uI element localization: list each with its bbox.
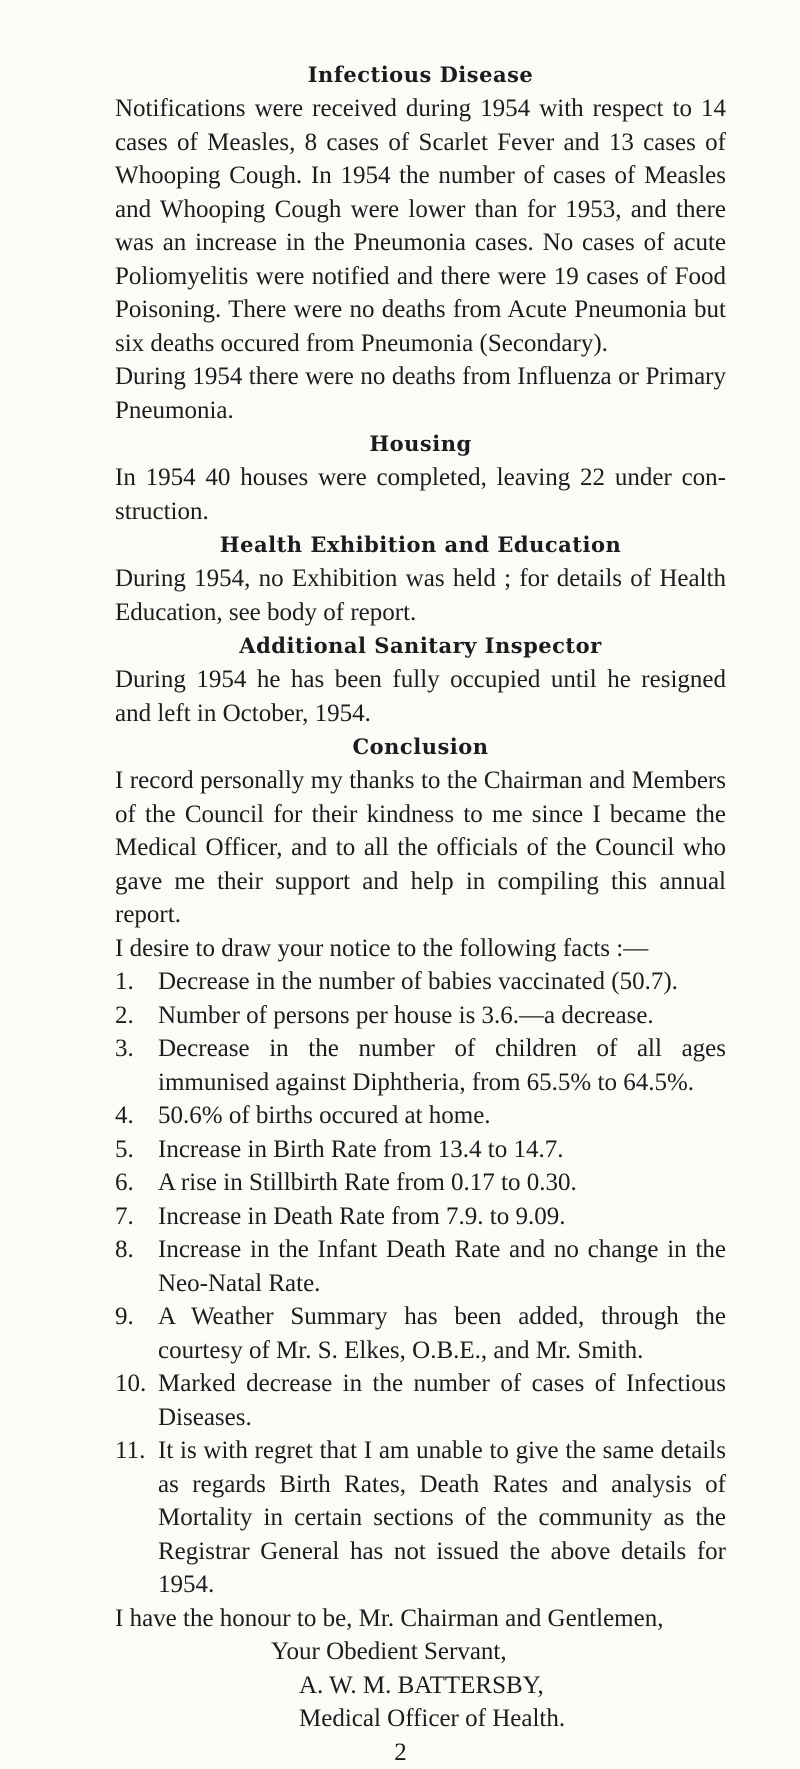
heading-sanitary-inspector: Additional Sanitary Inspector [115, 629, 726, 663]
list-item [115, 1133, 726, 1167]
heading-conclusion: Conclusion [115, 730, 726, 764]
signature-title: Medical Officer of Health. [299, 1702, 726, 1736]
list-item-text: Decrease in the number of babies vaccinated (50.7). [158, 965, 726, 999]
list-item-text: Increase in Death Rate from 7.9. to 9.09. [158, 1200, 726, 1234]
list-item [115, 1233, 726, 1300]
paragraph-sanitary-inspector: During 1954 he has been fully occupied until he resigned and left in October, 1954. [115, 663, 726, 730]
list-item-text: Increase in the Infant Death Rate and no change in the Neo-Natal Rate. [158, 1233, 726, 1300]
list-item-number: 1. [115, 965, 158, 999]
list-item [115, 1367, 726, 1434]
list-item-text: Decrease in the number of children of all ages immunised against Diphtheria, from 65.5% to 64.5%. [158, 1032, 726, 1099]
paragraph-infectious-1: Notifications were received during 1954 with respect to 14 cases of Measles, 8 cases of Scarlet Fever and 13 cases of Whooping Cough. In 1954 the number of cases of Measles and Whooping Cough were lower than for 1953, and there was an increase in the Pneumonia cases. No cases of acute Poliomyelitis were notified and there were 19 cases of Food Poisoning. There were no deaths from Acute Pneumonia but six deaths occured from Pneumonia (Secondary). [115, 92, 726, 360]
list-item-number: 4. [115, 1099, 158, 1133]
heading-health-exhibition: Health Exhibition and Education [115, 528, 726, 562]
list-item-number: 10. [115, 1367, 158, 1434]
list-item [115, 1166, 726, 1200]
list-item [115, 999, 726, 1033]
list-item-text: Increase in Birth Rate from 13.4 to 14.7. [158, 1133, 726, 1167]
list-item-text: A Weather Summary has been added, through the courtesy of Mr. S. Elkes, O.B.E., and Mr. Smith. [158, 1300, 726, 1367]
list-item [115, 1032, 726, 1099]
list-item-text: 50.6% of births occured at home. [158, 1099, 726, 1133]
list-item-text: It is with regret that I am unable to give the same details as regards Birth Rates, Death Rates and analysis of Mortality in certain sections of the community as the Registrar General has not issued the above details for 1954. [158, 1434, 726, 1602]
list-item [115, 1200, 726, 1234]
page-number: 2 [75, 1736, 726, 1769]
list-item [115, 965, 726, 999]
list-item [115, 1300, 726, 1367]
list-item-number: 8. [115, 1233, 158, 1300]
list-item-text: Number of persons per house is 3.6.—a decrease. [158, 999, 726, 1033]
paragraph-health-exhibition: During 1954, no Exhibition was held ; for details of Health Education, see body of report. [115, 562, 726, 629]
list-item-number: 5. [115, 1133, 158, 1167]
list-item-number: 9. [115, 1300, 158, 1367]
list-item [115, 1434, 726, 1602]
paragraph-infectious-2: During 1954 there were no deaths from Influenza or Primary Pneumonia. [115, 360, 726, 427]
valediction: Your Obedient Servant, [271, 1635, 726, 1669]
list-item-number: 2. [115, 999, 158, 1033]
heading-infectious-disease: Infectious Disease [115, 58, 726, 92]
list-item-number: 3. [115, 1032, 158, 1099]
list-item-number: 7. [115, 1200, 158, 1234]
list-item-text: Marked decrease in the number of cases of Infectious Diseases. [158, 1367, 726, 1434]
paragraph-housing: In 1954 40 houses were completed, leaving 22 under con- struction. [115, 461, 726, 528]
list-item [115, 1099, 726, 1133]
closing-line: I have the honour to be, Mr. Chairman and Gentlemen, [115, 1602, 726, 1636]
signature-name: A. W. M. BATTERSBY, [299, 1669, 726, 1703]
list-item-number: 6. [115, 1166, 158, 1200]
heading-housing: Housing [115, 427, 726, 461]
list-item-text: A rise in Stillbirth Rate from 0.17 to 0.30. [158, 1166, 726, 1200]
list-item-number: 11. [115, 1434, 158, 1602]
paragraph-conclusion-2: I desire to draw your notice to the following facts :— [115, 932, 726, 966]
paragraph-conclusion-1: I record personally my thanks to the Chairman and Members of the Council for their kindness to me since I became the Medical Officer, and to all the officials of the Council who gave me their support and help in compiling this annual report. [115, 764, 726, 932]
facts-list [115, 965, 726, 1602]
